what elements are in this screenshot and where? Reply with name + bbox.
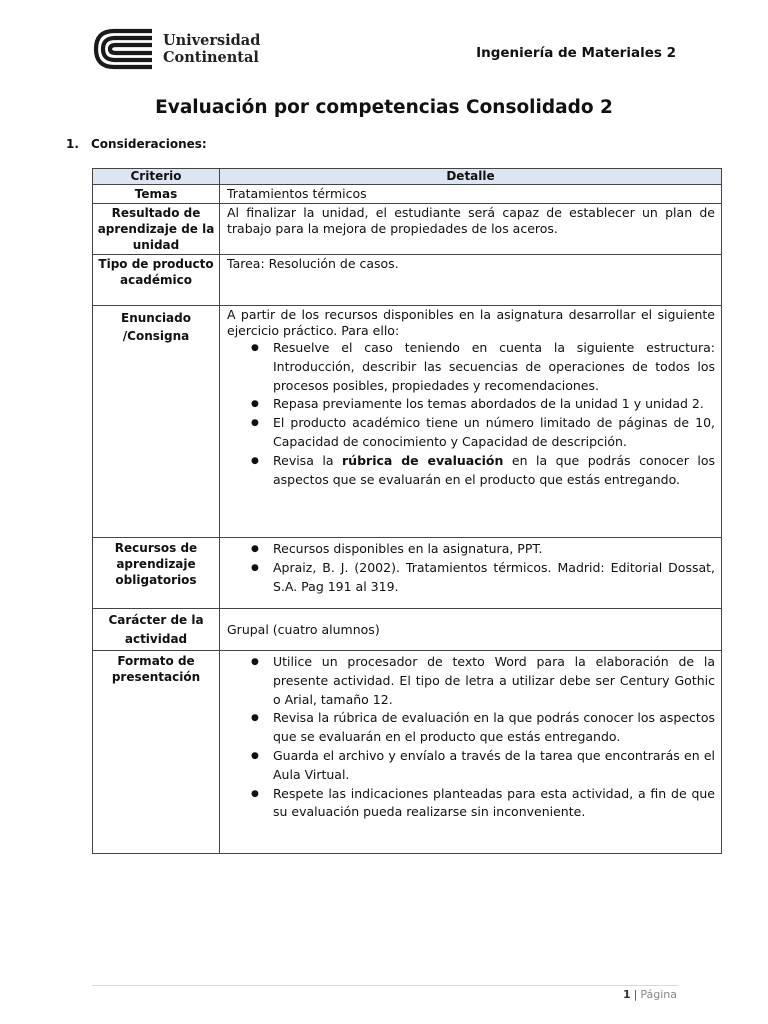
footer-divider [92,985,678,986]
section-heading [66,137,207,151]
list-item: ● Resuelve el caso teniendo en cuenta la siguiente estructura: Introducción, describir las secuencias de operaciones de todos los procesos posibles, propiedades y recomendaciones. [227,339,715,395]
course-name: Ingeniería de Materiales 2 [476,45,676,61]
bullet-text-pre: Revisa la [273,452,343,468]
detalle-cell: Tarea: Resolución de casos. [220,255,722,306]
table-row-tipo [93,255,722,306]
rubrica-emphasis: rúbrica de evaluación [342,452,504,468]
table-row-resultado [93,204,722,255]
list-item: ● Utilice un procesador de texto Word para la elaboración de la presente actividad. El tipo de letra a utilizar debe ser Century Gothic o Arial, tamaño 12. [227,653,715,709]
document-title: Evaluación por competencias Consolidado 2 [155,97,613,118]
detalle-cell: Al finalizar la unidad, el estudiante será capaz de establecer un plan de trabajo para la mejora de propiedades de los aceros. [220,204,722,255]
enunciado-list [227,339,715,489]
criterio-cell: Resultado de aprendizaje de la unidad [93,204,220,255]
section-label: Consideraciones: [91,137,207,151]
criterio-cell: Temas [93,185,220,204]
list-item: ● Respete las indicaciones planteadas para esta actividad, a fin de que su evaluación pueda realizarse sin inconveniente. [227,785,715,823]
criterio-cell: Formato de presentación [93,651,220,854]
page-header [0,0,768,90]
considerations-table [92,168,722,854]
page-label: Página [640,988,677,1001]
logo-line-2: Continental [163,49,259,66]
university-logo [92,27,260,71]
detalle-cell: Grupal (cuatro alumnos) [220,609,722,651]
list-item: ● El producto académico tiene un número limitado de páginas de 10, Capacidad de conocimiento y Capacidad de descripción. [227,414,715,452]
section-number: 1. [66,137,79,151]
detalle-cell [220,306,722,538]
list-item: ● Recursos disponibles en la asignatura, PPT. [227,540,715,559]
table-row-formato [93,651,722,854]
formato-list [227,653,715,822]
detalle-cell [220,538,722,609]
detalle-cell: Tratamientos térmicos [220,185,722,204]
continental-logo-icon [92,27,154,71]
list-item [227,452,715,490]
column-header-detalle: Detalle [220,169,722,185]
page-number-separator: | [633,988,638,1001]
list-item: ● Guarda el archivo y envíalo a través de la tarea que encontrarás en el Aula Virtual. [227,747,715,785]
list-item: ● Revisa la rúbrica de evaluación en la que podrás conocer los aspectos que se evaluarán en el producto que estás entregando. [227,709,715,747]
table-row-caracter [93,609,722,651]
bullet-text-post: en la que podrás conocer los aspectos que se evaluarán en el producto que estás entregando. [273,452,716,487]
column-header-criterio: Criterio [93,169,220,185]
detalle-cell [220,651,722,854]
criterio-cell: Enunciado /Consigna [93,306,220,538]
list-item: ● Repasa previamente los temas abordados de la unidad 1 y unidad 2. [227,395,715,414]
table-row-recursos [93,538,722,609]
criterio-cell: Recursos de aprendizaje obligatorios [93,538,220,609]
list-item: ● Apraiz, B. J. (2002). Tratamientos térmicos. Madrid: Editorial Dossat, S.A. Pag 191 al 319. [227,559,715,597]
enunciado-intro: A partir de los recursos disponibles en la asignatura desarrollar el siguiente ejercicio práctico. Para ello: [227,307,715,338]
criterio-cell: Carácter de la actividad [93,609,220,651]
logo-line-1: Universidad [163,32,261,49]
page-number [623,988,677,1001]
recursos-list [227,540,715,596]
criterio-cell: Tipo de producto académico [93,255,220,306]
table-header-row [93,169,722,185]
table-row-temas [93,185,722,204]
page-number-value: 1 [622,988,631,1001]
table-row-enunciado [93,306,722,538]
